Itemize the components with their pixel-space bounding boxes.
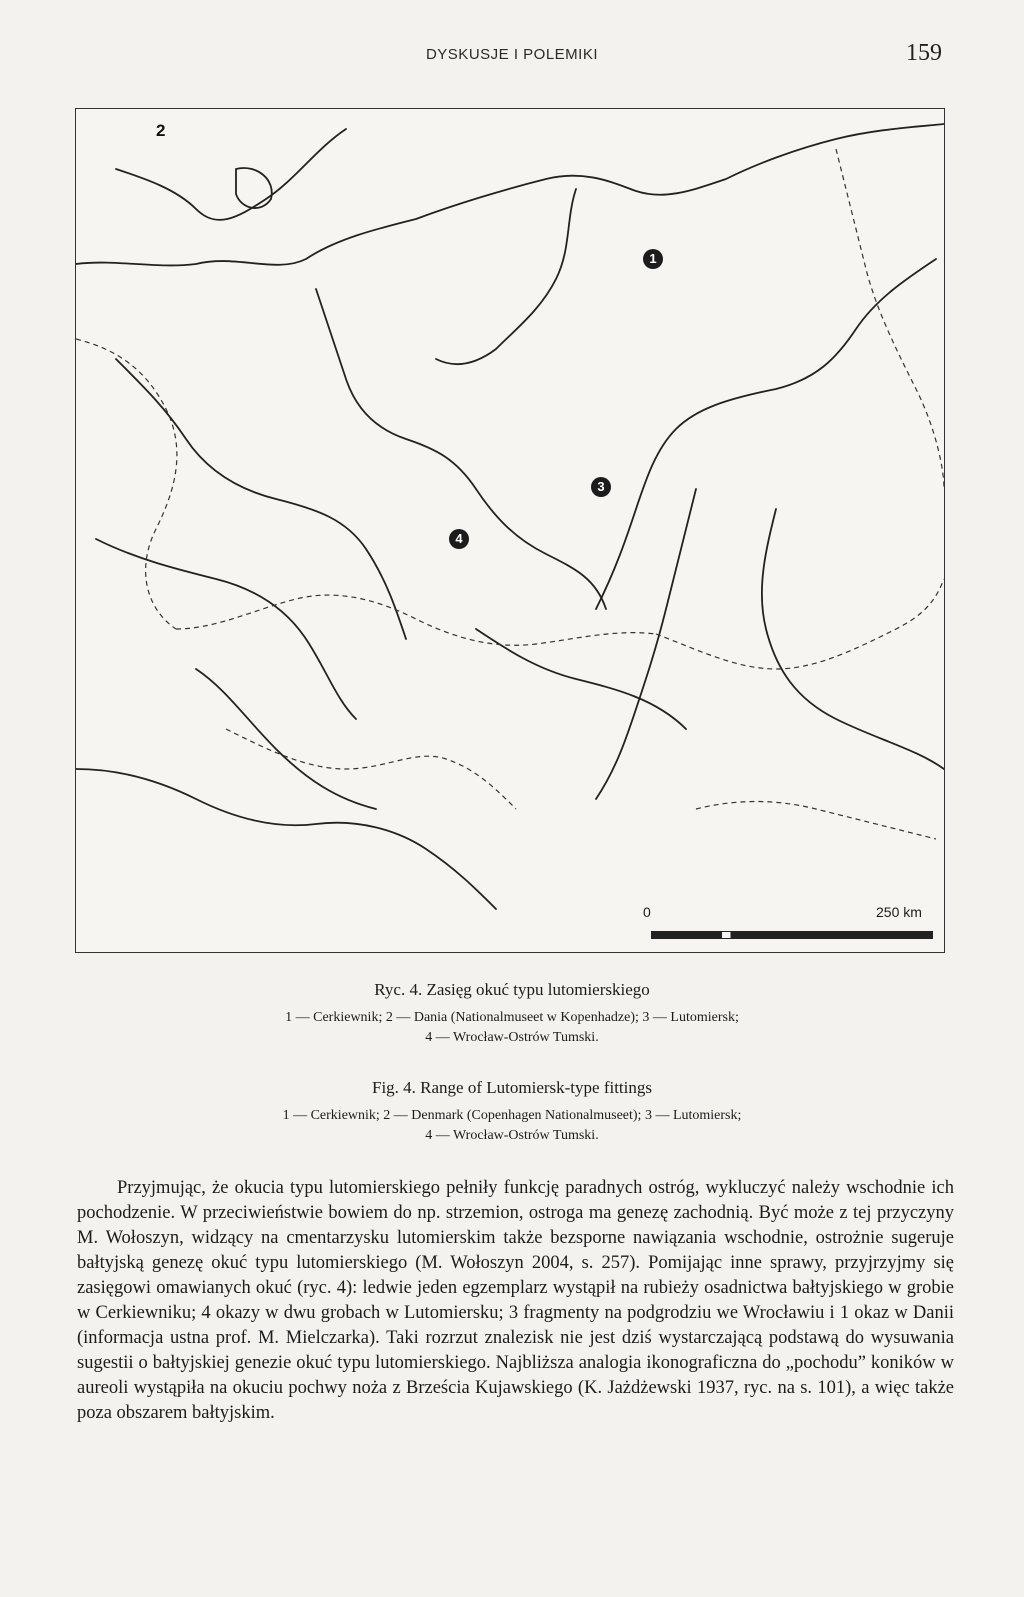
border-e — [696, 802, 936, 840]
river-j — [196, 669, 376, 809]
border-f — [836, 149, 944, 489]
map-lines — [76, 109, 944, 952]
caption-en-line2: 4 — Wrocław-Ostrów Tumski. — [425, 1128, 599, 1143]
river-e — [96, 539, 356, 719]
river-i — [476, 629, 686, 729]
caption-pl-line2: 4 — Wrocław-Ostrów Tumski. — [425, 1030, 599, 1045]
coastline — [76, 124, 944, 265]
river-g — [762, 509, 944, 769]
scale-bar — [651, 931, 933, 939]
border-a — [76, 339, 177, 629]
marker-1: 1 — [643, 249, 663, 269]
distribution-map — [75, 108, 945, 953]
marker-3: 3 — [591, 477, 611, 497]
coast-island — [236, 168, 272, 208]
caption-en-title: Fig. 4. Range of Lutomiersk-type fittings — [372, 1078, 652, 1097]
river-f — [596, 489, 696, 799]
running-title: DYSKUSJE I POLEMIKI — [425, 46, 599, 63]
caption-pl-line1: 1 — Cerkiewnik; 2 — Dania (Nationalmuseet w Kopenhadze); 3 — Lutomiersk; — [285, 1010, 739, 1025]
river-c — [316, 289, 606, 609]
border-c — [656, 579, 944, 669]
caption-pl — [0, 980, 1024, 1048]
caption-en-line1: 1 — Cerkiewnik; 2 — Denmark (Copenhagen Nationalmuseet); 3 — Lutomiersk; — [282, 1108, 742, 1123]
marker-2: 2 — [156, 121, 166, 140]
border-d — [226, 729, 516, 809]
caption-pl-title: Ryc. 4. Zasięg okuć typu lutomierskiego — [374, 980, 650, 999]
caption-en — [0, 1078, 1024, 1146]
scale-zero: 0 — [643, 904, 651, 920]
page-number: 159 — [906, 40, 942, 66]
body-text — [77, 1176, 954, 1426]
scale-max: 250 km — [876, 904, 922, 920]
marker-4: 4 — [449, 529, 469, 549]
body-paragraph: Przyjmując, że okucia typu lutomierskiego pełniły funkcję paradnych ostróg, wykluczyć należy wschodnie ich pochodzenie. W przeciwieństwie bowiem do np. strzemion, ostroga ma genezę zachodnią. Być może z tej przyczyny M. Wołoszyn, widzący na cmentarzysku lutomierskim także bezsporne nawiązania wschodnie, ostrożnie sugeruje bałtyjską genezę okuć typu lutomierskiego (M. Wołoszyn 2004, s. 257). Pomijając inne sprawy, przyjrzyjmy się zasięgowi omawianych okuć (ryc. 4): ledwie jeden egzemplarz wystąpił na rubieży osadnictwa bałtyjskiego w grobie w Cerkiewniku; 4 okazy w dwu grobach w Lutomiersku; 3 fragmenty na podgrodziu we Wrocławiu i 1 okaz w Danii (informacja ustna prof. M. Mielczarka). Taki rozrzut znalezisk nie jest dziś wystarczającą podstawą do wysuwania sugestii o bałtyjskiej genezie okuć typu lutomierskiego. Najbliższa analogia ikonograficzna do „pochodu” koników w aureoli wystąpiła na okuciu pochwy noża z Brześcia Kujawskiego (K. Jażdżewski 1937, ryc. na s. 101), a więc także poza obszarem bałtyjskim. — [77, 1178, 954, 1423]
river-b — [436, 189, 576, 364]
river-h — [76, 769, 496, 909]
border-b — [176, 595, 656, 645]
coast-north — [116, 129, 346, 220]
